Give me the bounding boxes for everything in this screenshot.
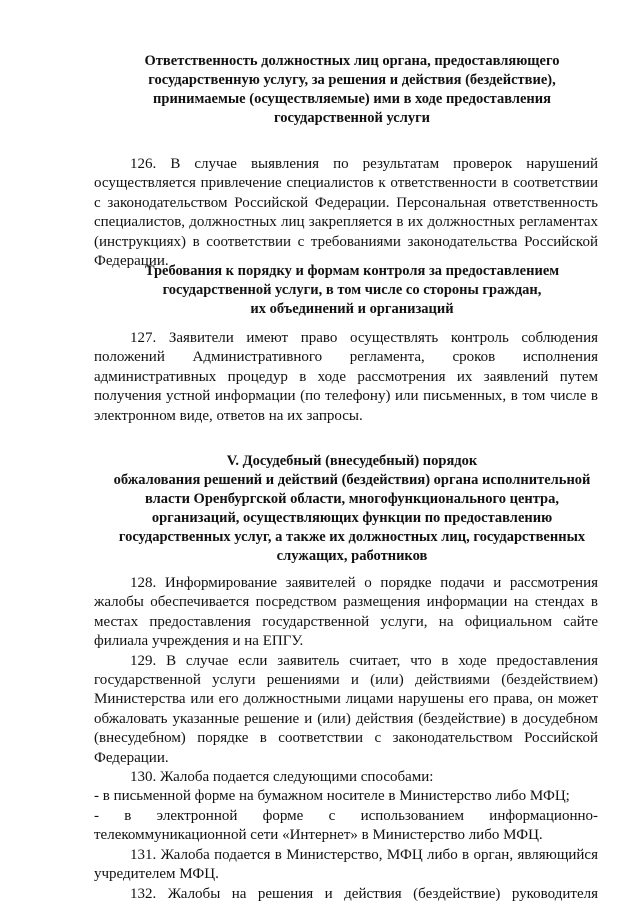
paragraph-130: 130. Жалоба подается следующими способами: [130,769,434,786]
heading-line: V. Досудебный (внесудебный) порядок [226,453,478,469]
heading-responsibility [92,52,612,128]
heading-line: служащих, работников [276,548,428,564]
heading-line: принимаемые (осуществляемые) ими в ходе предоставления [153,91,551,107]
heading-line: организаций, осуществляющих функции по предоставлению [151,510,553,526]
heading-line: государственной услуги, в том числе со стороны граждан, [162,282,542,298]
heading-section-v [92,452,612,566]
paragraph-132: 132. Жалобы на решения и действия (бездействие) руководителя [130,885,598,902]
paragraph-131: 131. Жалоба подается в Министерство, МФЦ либо в орган, являющийся учредителем МФЦ. [94,846,598,883]
heading-line: государственных услуг, а также их должностных лиц, государственных [118,529,586,545]
heading-line: Ответственность должностных лиц органа, предоставляющего [144,53,560,69]
heading-line: Требования к порядку и формам контроля за предоставлением [144,263,560,279]
heading-line: их объединений и организаций [250,301,454,317]
heading-line: государственной услуги [273,110,431,126]
paragraph-126 [94,155,598,271]
heading-line: власти Оренбургской области, многофункционального центра, [145,491,559,507]
paragraph-129: 129. В случае если заявитель считает, что в ходе предоставления государственной услуги решениями и (или) действиями (бездействием) Министерства или его должностными лицами нарушены его права, он может обжаловать указанные решение и (или) действия (бездействие) в досудебном (внесудебном) порядке в соответствии с законодательством Российской Федерации. [94,652,598,766]
paragraph-128: 128. Информирование заявителей о порядке подачи и рассмотрения жалобы обеспечивается посредством размещения информации на стендах в местах предоставления государственной услуги, на официальном сайте филиала учреждения и на ЕПГУ. [94,575,598,650]
paragraphs-128-132 [94,574,598,904]
heading-line: государственную услугу, за решения и действия (бездействие), [148,72,556,88]
list-item: - в электронной форме с использованием информационно-телекоммуникационной сети «Интернет» в Министерство либо МФЦ. [94,807,598,844]
paragraph-127 [94,329,598,426]
paragraph-text: 127. Заявители имеют право осуществлять контроль соблюдения положений Административного регламента, сроков исполнения административных процедур в ходе рассмотрения их заявлений путем получения устной информации (по телефону) или письменных, в том числе в электронном виде, ответов на их запросы. [94,330,598,424]
heading-line: обжалования решений и действий (бездействия) органа исполнительной [113,472,591,488]
paragraph-text: 126. В случае выявления по результатам проверок нарушений осуществляется привлечение специалистов к ответственности в соответствии с законодательством Российской Федерации. Персональная ответственность специалистов, должностных лиц закрепляется в их должностных регламентах (инструкциях) в соответствии с требованиями законодательства Российской Федерации. [94,156,598,270]
heading-control-requirements [92,262,612,319]
list-item: - в письменной форме на бумажном носителе в Министерство либо МФЦ; [94,788,570,805]
